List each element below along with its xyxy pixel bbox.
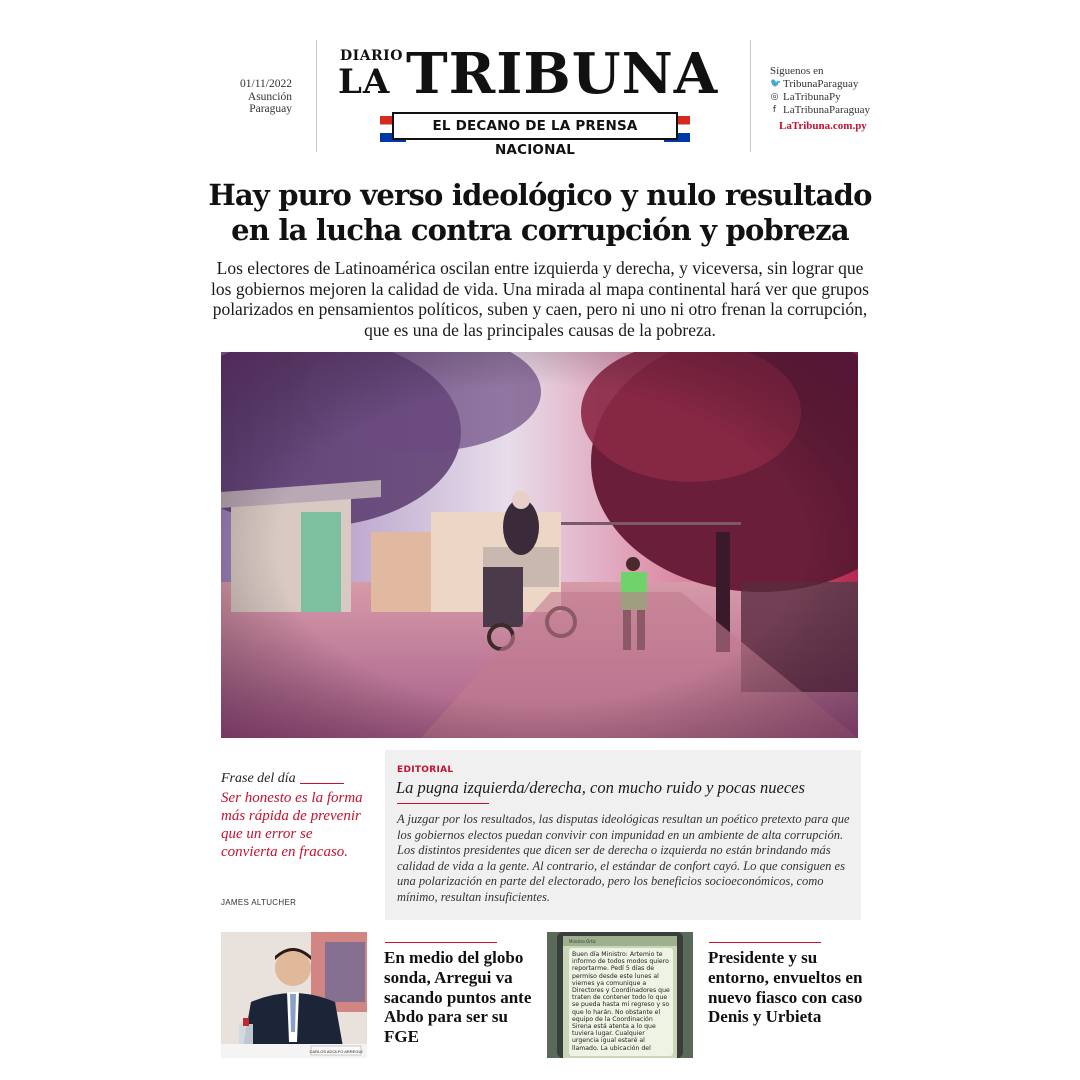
lead-dek: Los electores de Latinoamérica oscilan entre izquierda y derecha, y viceversa, sin lograr que los gobiernos mejoren la calidad de vida. Una mirada al mapa continental hará ver que grupos polarizados en pensamientos políticos, suben y caen, pero ni uno ni otro frenan la corrupción, que es una de las principales causas de la pobreza.	[211, 258, 869, 340]
social-instagram[interactable]	[770, 91, 870, 104]
lead-headline[interactable]: Hay puro verso ideológico y nulo resultado en la lucha contra corrupción y pobreza	[208, 178, 872, 247]
tagline: EL DECANO DE LA PRENSA NACIONAL	[392, 112, 678, 140]
tagline-banner	[380, 112, 690, 158]
website-link[interactable]: LaTribuna.com.py	[779, 120, 867, 132]
edition-info	[230, 78, 292, 116]
masthead-divider-left	[316, 40, 317, 152]
lead-photo[interactable]	[221, 352, 858, 738]
social-title: Síguenos en	[770, 65, 824, 77]
frase-author: JAMES ALTUCHER	[221, 898, 297, 907]
story1-divider	[385, 942, 497, 943]
story2-photo[interactable]	[547, 932, 693, 1058]
phone-message: Buen día Ministro: Artemio te informo de todos modos quiero reportarme. Pedí 5 días de permiso desde este lunes al viernes ya comunique a Directores y Coordinadores que traten de contener todo lo que se pueda hasta mi regreso y so que lo harán. No obstante el equipo de la Coordinación Sirena está atenta a lo que tuviera lugar. Cualquier urgencia igual estaré al llamado. La ubicación del	[572, 951, 670, 1052]
editorial-body: A juzgar por los resultados, las disputas ideológicas resultan un poético pretexto para que los gobiernos electos puedan convivir con impunidad en un ambiente de alta corrupción. Los distintos presidentes que dicen ser de derecha o izquierda no están brindando más calidad de vida a la gente. Al contrario, el estándar de confort cayó. Lo que consiguen es una polarización en parte del electorado, pero los beneficios socioeconómicos, como mínimo, resultan insuficientes.	[397, 812, 850, 904]
editorial-divider	[397, 803, 489, 804]
instagram-handle: LaTribunaPy	[783, 91, 841, 103]
story2-headline[interactable]: Presidente y su entorno, envueltos en nuevo fiasco con caso Denis y Urbieta	[708, 948, 863, 1027]
logo-tribuna: TRIBUNA	[406, 41, 719, 107]
social-links	[770, 65, 870, 133]
masthead-divider-right	[750, 40, 751, 152]
nameplate: CARLOS ADOLFO ARREGUI	[309, 1049, 363, 1054]
edition-city: Asunción	[247, 90, 292, 103]
story1-photo[interactable]	[221, 932, 367, 1058]
frase-divider	[300, 783, 344, 784]
frase-label: Frase del día	[221, 771, 296, 786]
story1-headline[interactable]: En medio del globo sonda, Arregui va sacando puntos ante Abdo para ser su FGE	[384, 948, 532, 1047]
facebook-icon: f	[772, 105, 777, 115]
newspaper-logo[interactable]	[336, 40, 736, 158]
phone-header: Ministro Ortiz	[569, 939, 596, 944]
edition-country: Paraguay	[249, 103, 292, 115]
facebook-handle: LaTribunaParaguay	[783, 104, 870, 116]
logo-la: LA	[338, 62, 391, 102]
logo-diario: DIARIO	[340, 48, 403, 64]
story2-divider	[709, 942, 821, 943]
editorial-title[interactable]: La pugna izquierda/derecha, con mucho ruido y pocas nueces	[396, 778, 805, 797]
twitter-handle: TribunaParaguay	[783, 78, 859, 90]
twitter-icon: 🐦	[770, 79, 782, 89]
instagram-icon: ◎	[770, 92, 779, 102]
edition-date: 01/11/2022	[240, 78, 292, 90]
social-facebook[interactable]	[770, 104, 870, 117]
editorial-kicker: EDITORIAL	[397, 765, 454, 775]
editorial-box[interactable]	[385, 750, 861, 920]
frase-quote: Ser honesto es la forma más rápida de prevenir que un error se convierta en fracaso.	[221, 790, 363, 860]
social-twitter[interactable]	[770, 78, 870, 91]
